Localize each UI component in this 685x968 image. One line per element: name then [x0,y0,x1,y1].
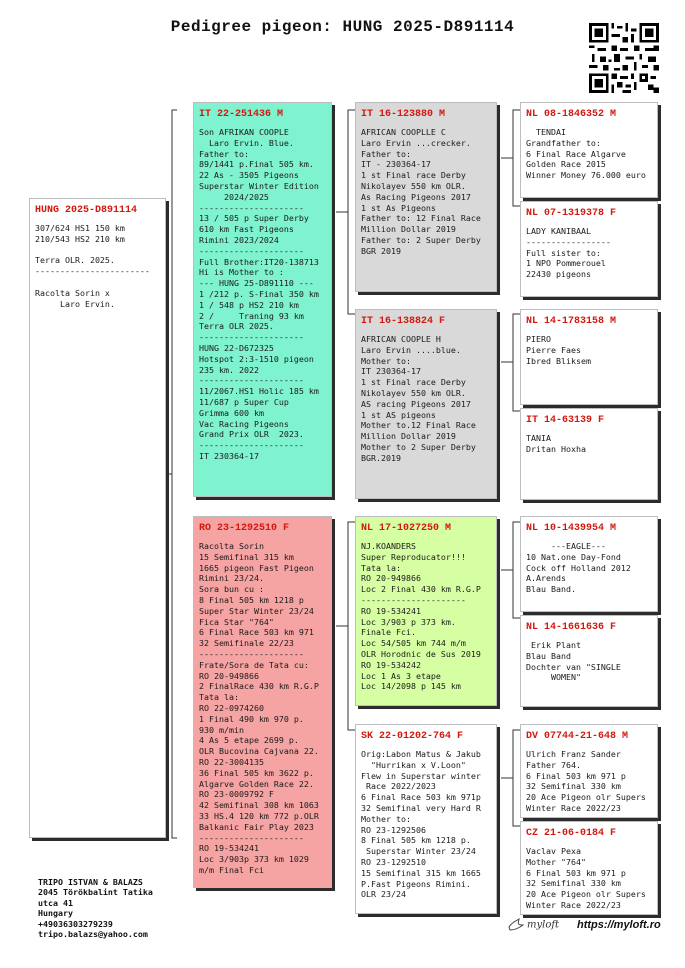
ring-number: NL 17-1027250 M [361,523,452,534]
dam-card[interactable] [193,516,332,888]
ring-number: NL 08-1846352 M [526,109,617,120]
sire-dam-card[interactable] [355,309,497,499]
ring-number: CZ 21-06-0184 F [526,828,617,839]
pigeon-details: NJ.KOANDERS Super Reproducator!!! Tata la: RO 20-949866 Loc 2 Final 430 km R.G.P --------------------- RO 19-534241 Loc 3/903 p 373 km. Finale Fci. Loc 54/505 km 744 m/m OLR Horodnic de Sus 2019 RO 19-534242 Loc 1 As 3 etape Loc 14/2098 p 145 km [361,541,481,692]
ddd-card[interactable] [520,821,658,915]
ring-number: IT 16-123880 M [361,109,446,120]
pigeon-details: Racolta Sorin 15 Semifinal 315 km 1665 pigeon Fast Pigeon Rimini 23/24. Sora bun cu : 8 Final 505 km 1218 p Super Star Winter 23/24 Fica Star "764" 6 Final Race 503 km 971 32 Semifinale 22/23 --------------------- Frate/Sora de Tata cu: RO 20-949866 2 FinalRace 430 km R.G.P Tata la: RO 22-0974260 1 Final 490 km 970 p. 930 m/min 4 As 5 etape 2699 p. OLR Bucovina Cajvana 22. RO 22-3004135 36 Final 505 km 3622 p. Algarve Golden Race 22. RO 23-0009792 F 42 Semifinal 308 km 1063 33 HS.4 120 km 772 p.OLR Balkanic Fair Play 2023 --------------------- RO 19-534241 Loc 3/903p 373 km 1029 m/m Final Fci [199,541,319,875]
owner-contact: TRIPO ISTVAN & BALAZS 2045 Törökbalint Tatika utca 41 Hungary +49036303279239 tripo.balazs@yahoo.com [38,877,153,940]
pigeon-details: AFRICAN COOPLE H Laro Ervin ....blue. Mother to: IT 230364-17 1 st Final race Derby Nikolayev 550 km OLR. AS racing Pigeons 2017 1 st AS pigeons Mother to.12 Final Race Million Dollar 2019 Mother to 2 Super Derby BGR.2019 [361,334,476,463]
page-title: Pedigree pigeon: HUNG 2025-D891114 [170,18,515,36]
dds-card[interactable] [520,724,658,818]
sss-card[interactable] [520,102,658,198]
website-url[interactable]: https://myloft.ro [577,919,661,931]
dam-sire-card[interactable] [355,516,497,706]
ring-number: DV 07744-21-648 M [526,731,629,742]
subject-pigeon-card[interactable] [29,198,166,838]
ssd-card[interactable] [520,201,658,297]
ring-number: NL 10-1439954 M [526,523,617,534]
sire-card[interactable] [193,102,332,497]
ring-number: IT 22-251436 M [199,109,284,120]
sds-card[interactable] [520,309,658,405]
dss-card[interactable] [520,516,658,612]
ring-number: NL 14-1661636 F [526,622,617,633]
myloft-logo [508,918,559,932]
ring-number: NL 07-1319378 F [526,208,617,219]
pigeon-details: LADY KANIBAAL ----------------- Full sister to: 1 NPO Pommerouel 22430 pigeons [526,226,611,280]
ring-number: SK 22-01202-764 F [361,731,464,742]
ring-number: RO 23-1292510 F [199,523,290,534]
pigeon-details: 307/624 HS1 150 km 210/543 HS2 210 km Terra OLR. 2025. ----------------------- Racolta Sorin x Laro Ervin. [35,223,150,309]
pigeon-details: PIERO Pierre Faes Ibred Bliksem [526,334,591,366]
logo-text: myloft [527,919,560,931]
sdd-card[interactable] [520,408,658,500]
pigeon-details: Vaclav Pexa Mother "764" 6 Final 503 km 971 p 32 Semifinal 330 km 20 Ace Pigeon olr Supers Winter Race 2022/23 [526,846,646,910]
dam-dam-card[interactable] [355,724,497,914]
dove-logo-icon [508,918,524,932]
ring-number: NL 14-1783158 M [526,316,617,327]
pigeon-details: TENDAI Grandfather to: 6 Final Race Algarve Golden Race 2015 Winner Money 76.000 euro [526,127,646,181]
pigeon-details: Son AFRIKAN COOPLE Laro Ervin. Blue. Father to: 89/1441 p.Final 505 km. 22 As - 3505 Pigeons Superstar Winter Edition 2024/2025 --------------------- 13 / 505 p Super Derby 610 km Fast Pigeons Rimini 2023/2024 --------------------- Full Brother:IT20-138713 Hi is Mother to : --- HUNG 25-D891110 --- 1 /212 p. S-Final 350 km 1 / 548 p HS2 210 km 2 / Traning 93 km Terra OLR 2025. --------------------- HUNG 22-D672325 Hotspot 2:3-1510 pigeon 235 km. 2022 --------------------- 11/2067.HS1 Holic 185 km 11/687 p Super Cup Grimma 600 km Vac Racing Pigeons Grand Prix OLR 2023. --------------------- IT 230364-17 [199,127,319,461]
pigeon-details: ---EAGLE--- 10 Nat.one Day-Fond Cock off Holland 2012 A.Arends Blau Band. [526,541,631,595]
ring-number: IT 16-138824 F [361,316,446,327]
pigeon-details: Ulrich Franz Sander Father 764. 6 Final 503 km 971 p 32 Semifinal 330 km 20 Ace Pigeon olr Supers Winter Race 2022/23 [526,749,646,813]
sire-sire-card[interactable] [355,102,497,292]
pigeon-details: TANIA Dritan Hoxha [526,433,586,454]
pigeon-details: Erik Plant Blau Band Dochter van "SINGLE WOMEN" [526,640,621,683]
dsd-card[interactable] [520,615,658,707]
ring-number: HUNG 2025-D891114 [35,205,138,216]
pigeon-details: AFRICAN COOPLLE C Laro Ervin ...crecker. Father to: IT - 230364-17 1 st Final race Derby Nikolayev 550 km OLR. As Racing Pigeons 2017 1 st As Pigeons Father to: 12 Final Race Million Dollar 2019 Father to: 2 Super Derby BGR 2019 [361,127,481,256]
ring-number: IT 14-63139 F [526,415,605,426]
pigeon-details: Orig:Labon Matus & Jakub "Hurrikan x V.Loon" Flew in Superstar winter Race 2022/2023 6 Final Race 503 km 971p 32 Semifinal very Hard R Mother to: RO 23-1292506 8 Final 505 km 1218 p. Superstar Winter 23/24 RO 23-1292510 15 Semifinal 315 km 1665 P.Fast Pigeons Rimini. OLR 23/24 [361,749,481,900]
